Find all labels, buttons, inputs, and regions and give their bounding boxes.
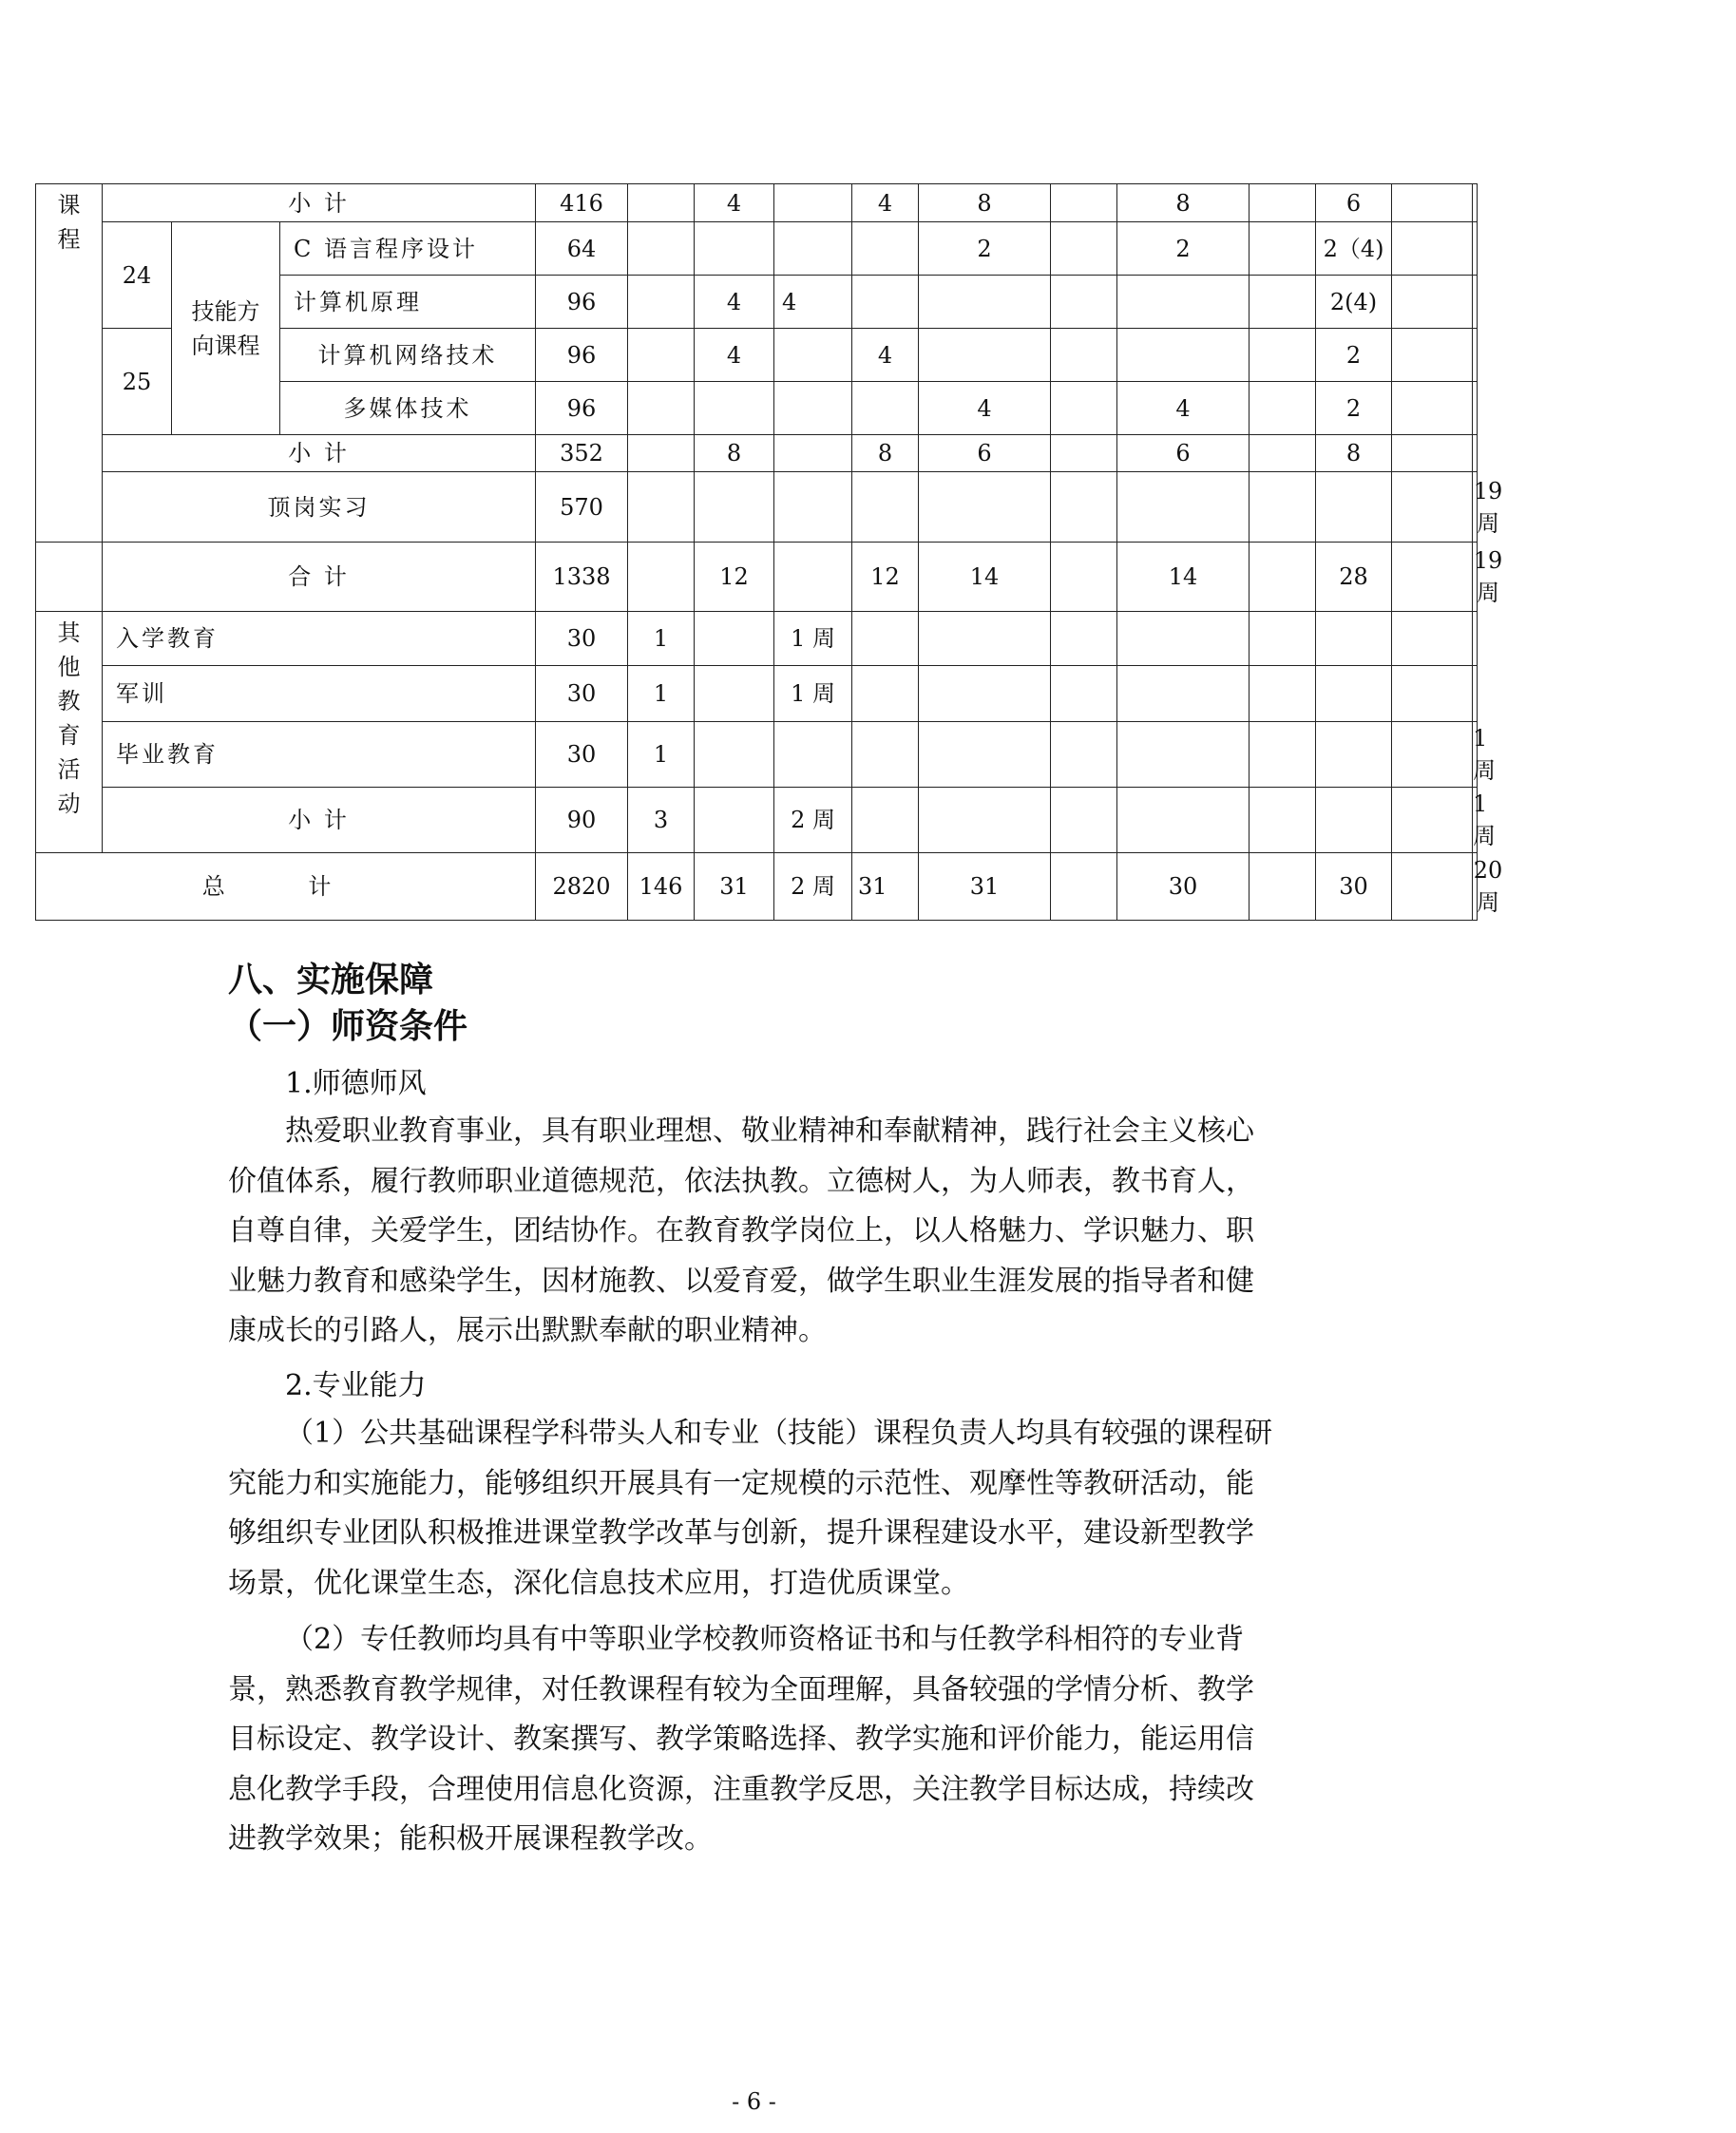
course-name: 计算机原理 — [280, 276, 536, 329]
subtotal-label: 小 计 — [103, 184, 536, 222]
item-title: 1.师德师风 — [285, 1067, 427, 1100]
item-title: 2.专业能力 — [285, 1369, 427, 1402]
other-activities-label: 其他教育活动 — [36, 612, 103, 853]
table-row: 毕业教育 30 1 1 周 — [36, 722, 1478, 788]
course-name: 计算机网络技术 — [280, 329, 536, 382]
internship-label: 顶岗实习 — [103, 472, 536, 543]
total-label: 合 计 — [103, 543, 536, 612]
table-row: 合 计 1338 12 12 14 14 28 19周 — [36, 543, 1478, 612]
table-row: 小 计 90 3 2 周 1 周 — [36, 788, 1478, 853]
course-category-label: 课程 — [36, 184, 103, 543]
paragraph: （2）专任教师均具有中等职业学校教师资格证书和与任教学科相符的专业背景，熟悉教育教学规律，对任教课程有较为全面理解，具备较强的学情分析、教学目标设定、教学设计、教案撰写、教学策略选择、教学实施和评价能力，能运用信息化教学手段，合理使用信息化资源，注重教学反思，关注教学目标达成，持续改进教学效果；能积极开展课程教学改。 — [228, 1623, 1254, 1856]
subsection-title: （一）师资条件 — [228, 1006, 468, 1046]
table-row: 总 计 2820 146 31 2 周 31 31 30 30 20周 — [36, 853, 1478, 921]
hours-cell: 416 — [536, 184, 628, 222]
table-row: 25 计算机网络技术 96 4 4 2 — [36, 329, 1478, 382]
table-row: 24 技能方向课程 C 语言程序设计 64 2 2 2（4) — [36, 222, 1478, 276]
table-row: 其他教育活动 入学教育 30 1 1 周 — [36, 612, 1478, 666]
skill-group-label: 技能方向课程 — [172, 222, 280, 435]
course-name: 多媒体技术 — [280, 382, 536, 435]
table-row: 计算机原理 96 4 4 2(4) — [36, 276, 1478, 329]
row-number: 24 — [103, 222, 172, 329]
page-number: - 6 - — [732, 2088, 776, 2115]
course-name: C 语言程序设计 — [280, 222, 536, 276]
table-row: 多媒体技术 96 4 4 2 — [36, 382, 1478, 435]
curriculum-table — [35, 183, 1503, 921]
row-number: 25 — [103, 329, 172, 435]
section-title: 八、实施保障 — [228, 960, 434, 1000]
table-row: 顶岗实习 570 19周 — [36, 472, 1478, 543]
paragraph: （1）公共基础课程学科带头人和专业（技能）课程负责人均具有较强的课程研究能力和实施能力，能够组织开展具有一定规模的示范性、观摩性等教研活动，能够组织专业团队积极推进课堂教学改革与创新，提升课程建设水平，建设新型教学场景，优化课堂生态，深化信息技术应用，打造优质课堂。 — [228, 1417, 1273, 1600]
subtotal-label: 小 计 — [103, 788, 536, 853]
subtotal-label: 小 计 — [103, 435, 536, 472]
grand-total-label: 总 计 — [36, 853, 536, 921]
table-row: 课程 小 计 416 4 4 8 8 6 — [36, 184, 1478, 222]
paragraph: 热爱职业教育事业，具有职业理想、敬业精神和奉献精神，践行社会主义核心价值体系，履行教师职业道德规范，依法执教。立德树人，为人师表，教书育人，自尊自律，关爱学生，团结协作。在教育教学岗位上，以人格魅力、学识魅力、职业魅力教育和感染学生，因材施教、以爱育爱，做学生职业生涯发展的指导者和健康成长的引路人，展示出默默奉献的职业精神。 — [228, 1114, 1254, 1347]
table-row: 军训 30 1 1 周 — [36, 666, 1478, 722]
table-row: 小 计 352 8 8 6 6 8 — [36, 435, 1478, 472]
